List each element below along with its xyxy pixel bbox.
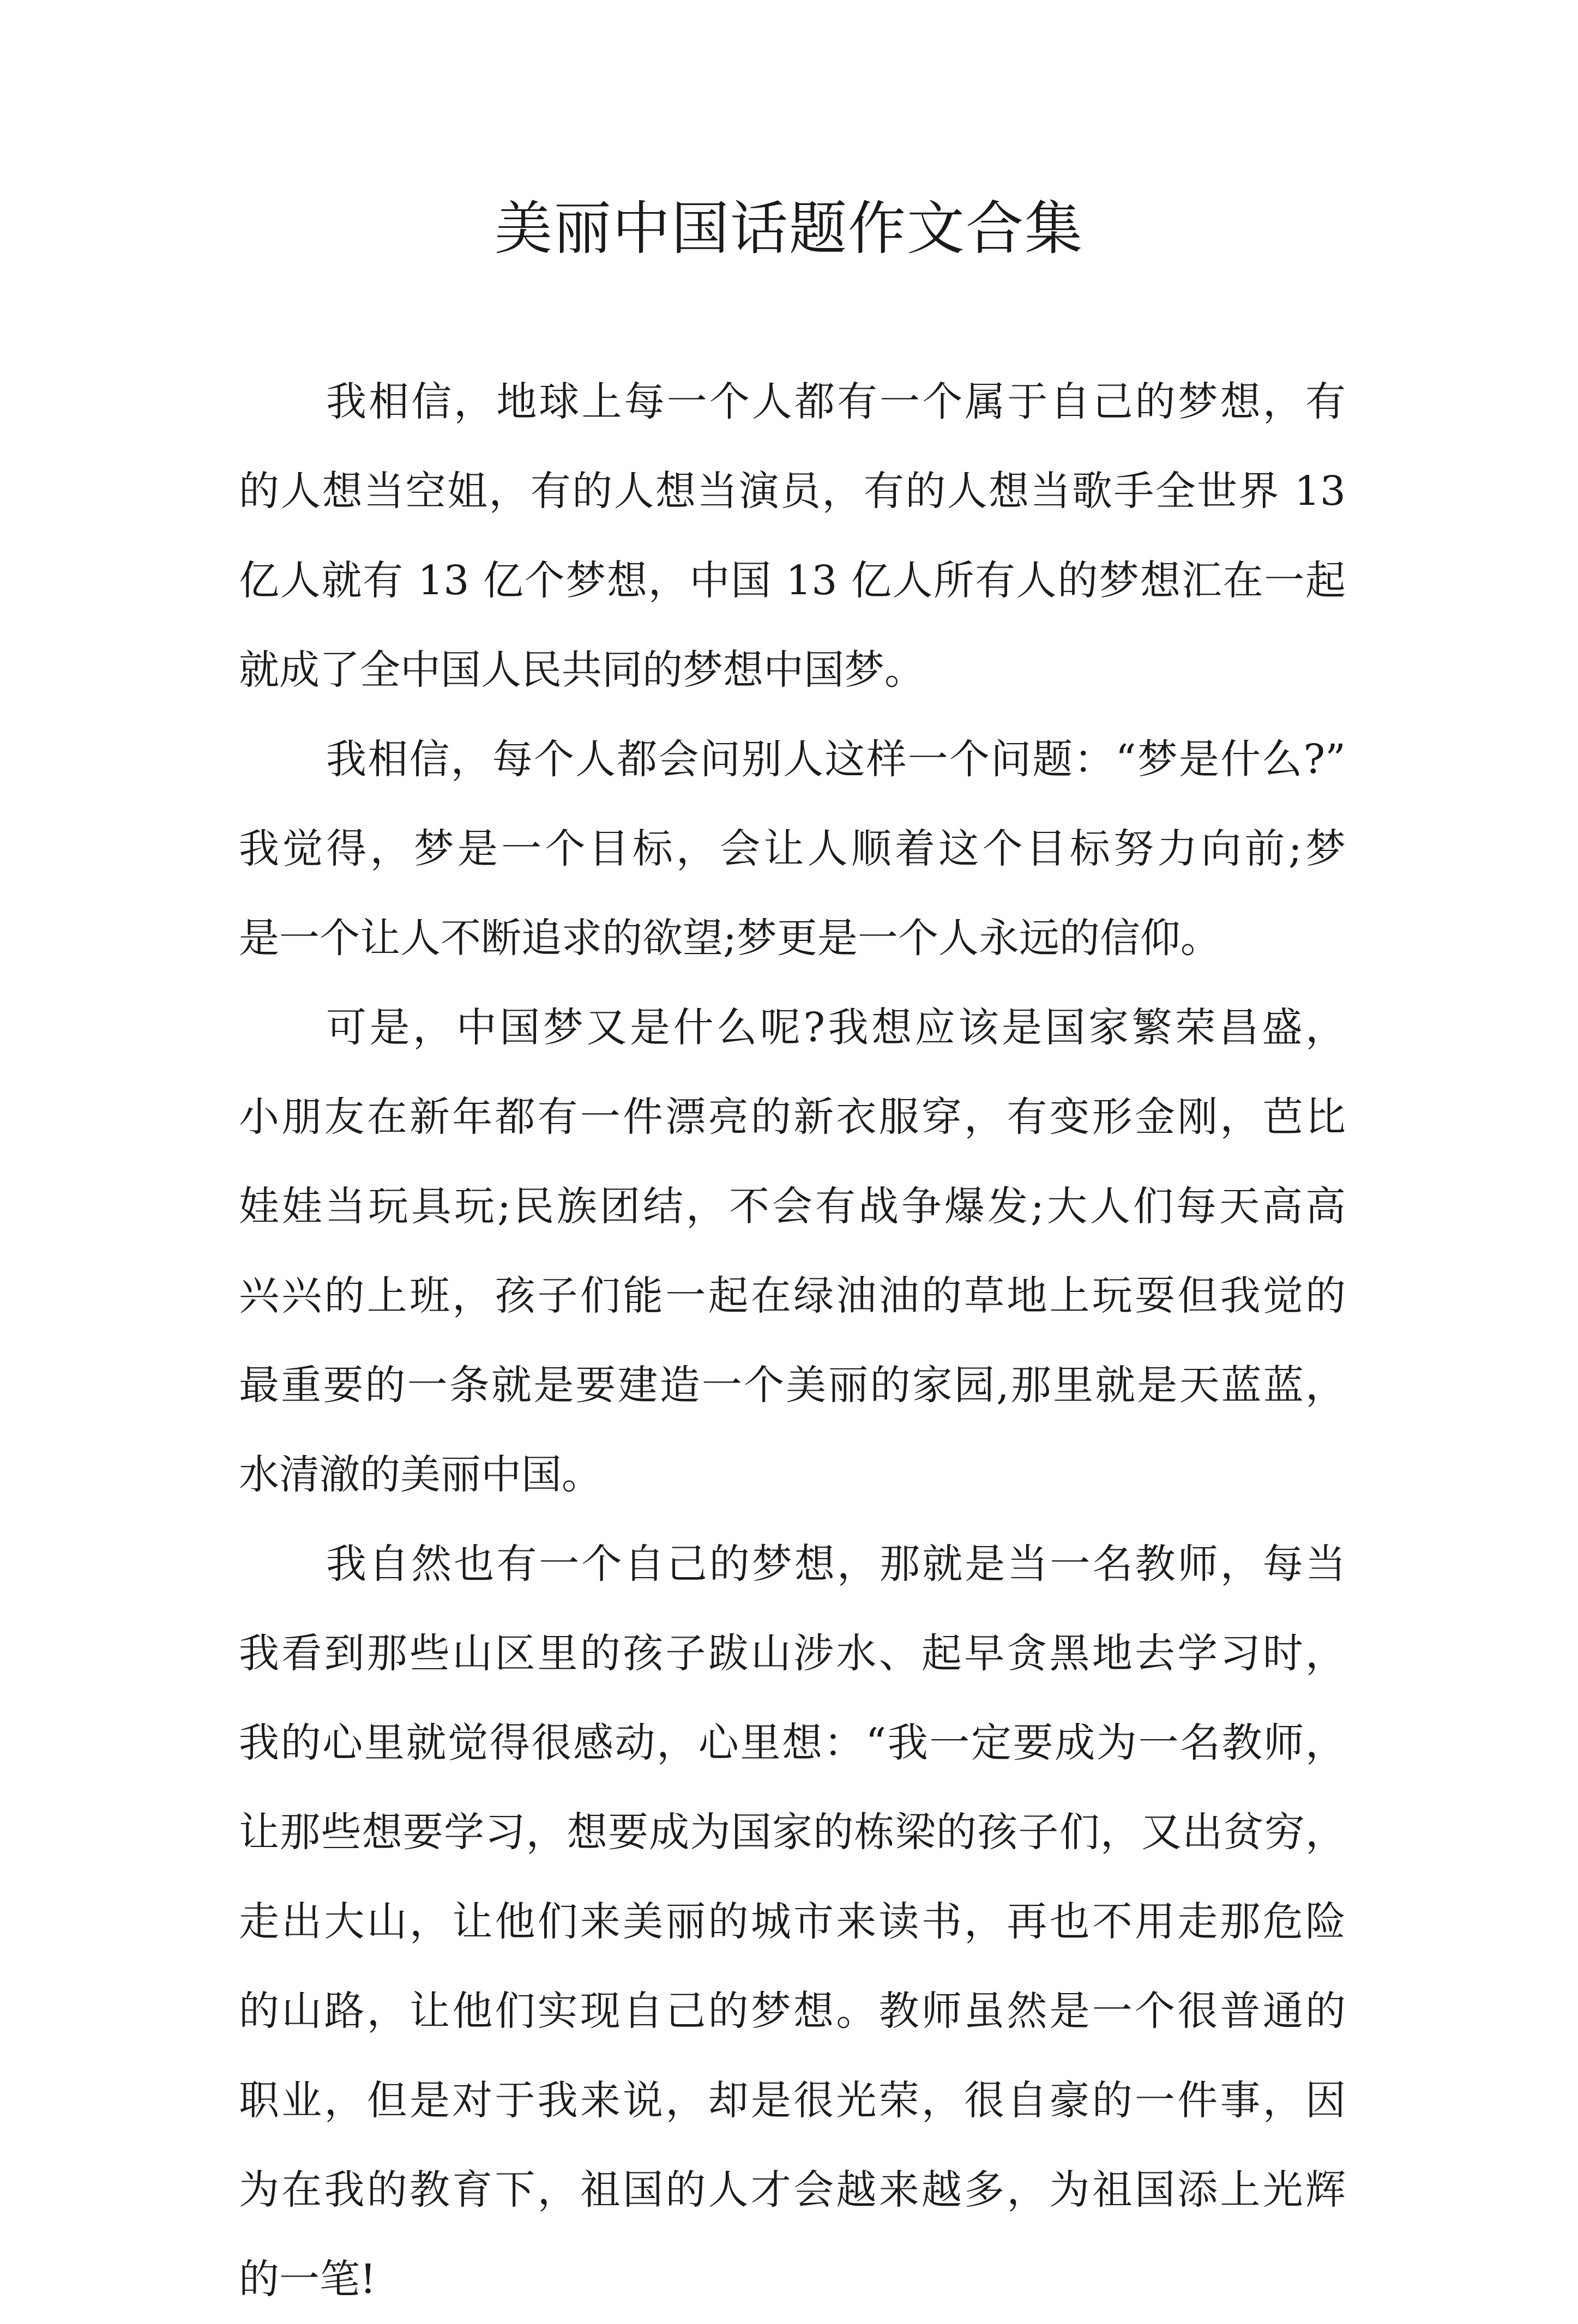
paragraph-1-line-3: 亿人就有 13 亿个梦想，中国 13 亿人所有人的梦想汇在一起 bbox=[239, 557, 1346, 604]
article-body bbox=[239, 357, 1346, 2324]
paragraph-1-line-4: 就成了全中国人民共同的梦想中国梦。 bbox=[239, 647, 925, 693]
document-title: 美丽中国话题作文合集 bbox=[495, 195, 1083, 262]
paragraph-3-line-2: 小朋友在新年都有一件漂亮的新衣服穿，有变形金刚，芭比 bbox=[239, 1094, 1346, 1140]
paragraph-4-line-7: 职业，但是对于我来说，却是很光荣，很自豪的一件事，因 bbox=[239, 2077, 1346, 2124]
paragraph-3-line-3: 娃娃当玩具玩;民族团结，不会有战争爆发;大人们每天高高 bbox=[239, 1183, 1346, 1230]
paragraph-4-line-5: 走出大山，让他们来美丽的城市来读书，再也不用走那危险 bbox=[239, 1898, 1346, 1945]
paragraph-4-line-6: 的山路，让他们实现自己的梦想。教师虽然是一个很普通的 bbox=[239, 1988, 1346, 2035]
paragraph-2-line-2: 我觉得，梦是一个目标，会让人顺着这个目标努力向前;梦 bbox=[239, 825, 1346, 872]
paragraph-1-line-2: 的人想当空姐，有的人想当演员，有的人想当歌手全世界 13 bbox=[239, 468, 1346, 515]
paragraph-3-line-5: 最重要的一条就是要建造一个美丽的家园,那里就是天蓝蓝， bbox=[239, 1362, 1346, 1409]
paragraph-3-line-6: 水清澈的美丽中国。 bbox=[239, 1451, 602, 1498]
paragraph-2-line-3: 是一个让人不断追求的欲望;梦更是一个人永远的信仰。 bbox=[239, 915, 1221, 962]
paragraph-3-line-1: 可是，中国梦又是什么呢?我想应该是国家繁荣昌盛， bbox=[326, 1004, 1346, 1051]
paragraph-4-line-2: 我看到那些山区里的孩子跋山涉水、起早贪黑地去学习时， bbox=[239, 1630, 1346, 1677]
paragraph-1-line-1: 我相信，地球上每一个人都有一个属于自己的梦想，有 bbox=[326, 378, 1346, 425]
paragraph-3-line-4: 兴兴的上班，孩子们能一起在绿油油的草地上玩耍但我觉的 bbox=[239, 1272, 1346, 1319]
paragraph-2-line-1: 我相信，每个人都会问别人这样一个问题：“梦是什么?” bbox=[326, 736, 1346, 783]
paragraph-4-line-3: 我的心里就觉得很感动，心里想：“我一定要成为一名教师， bbox=[239, 1719, 1346, 1766]
paragraph-4-line-9: 的一笔! bbox=[239, 2256, 376, 2303]
paragraph-4-line-1: 我自然也有一个自己的梦想，那就是当一名教师，每当 bbox=[326, 1541, 1346, 1587]
paragraph-4-line-4: 让那些想要学习，想要成为国家的栋梁的孩子们，又出贫穷， bbox=[239, 1809, 1346, 1856]
paragraph-4-line-8: 为在我的教育下，祖国的人才会越来越多，为祖国添上光辉 bbox=[239, 2166, 1346, 2213]
